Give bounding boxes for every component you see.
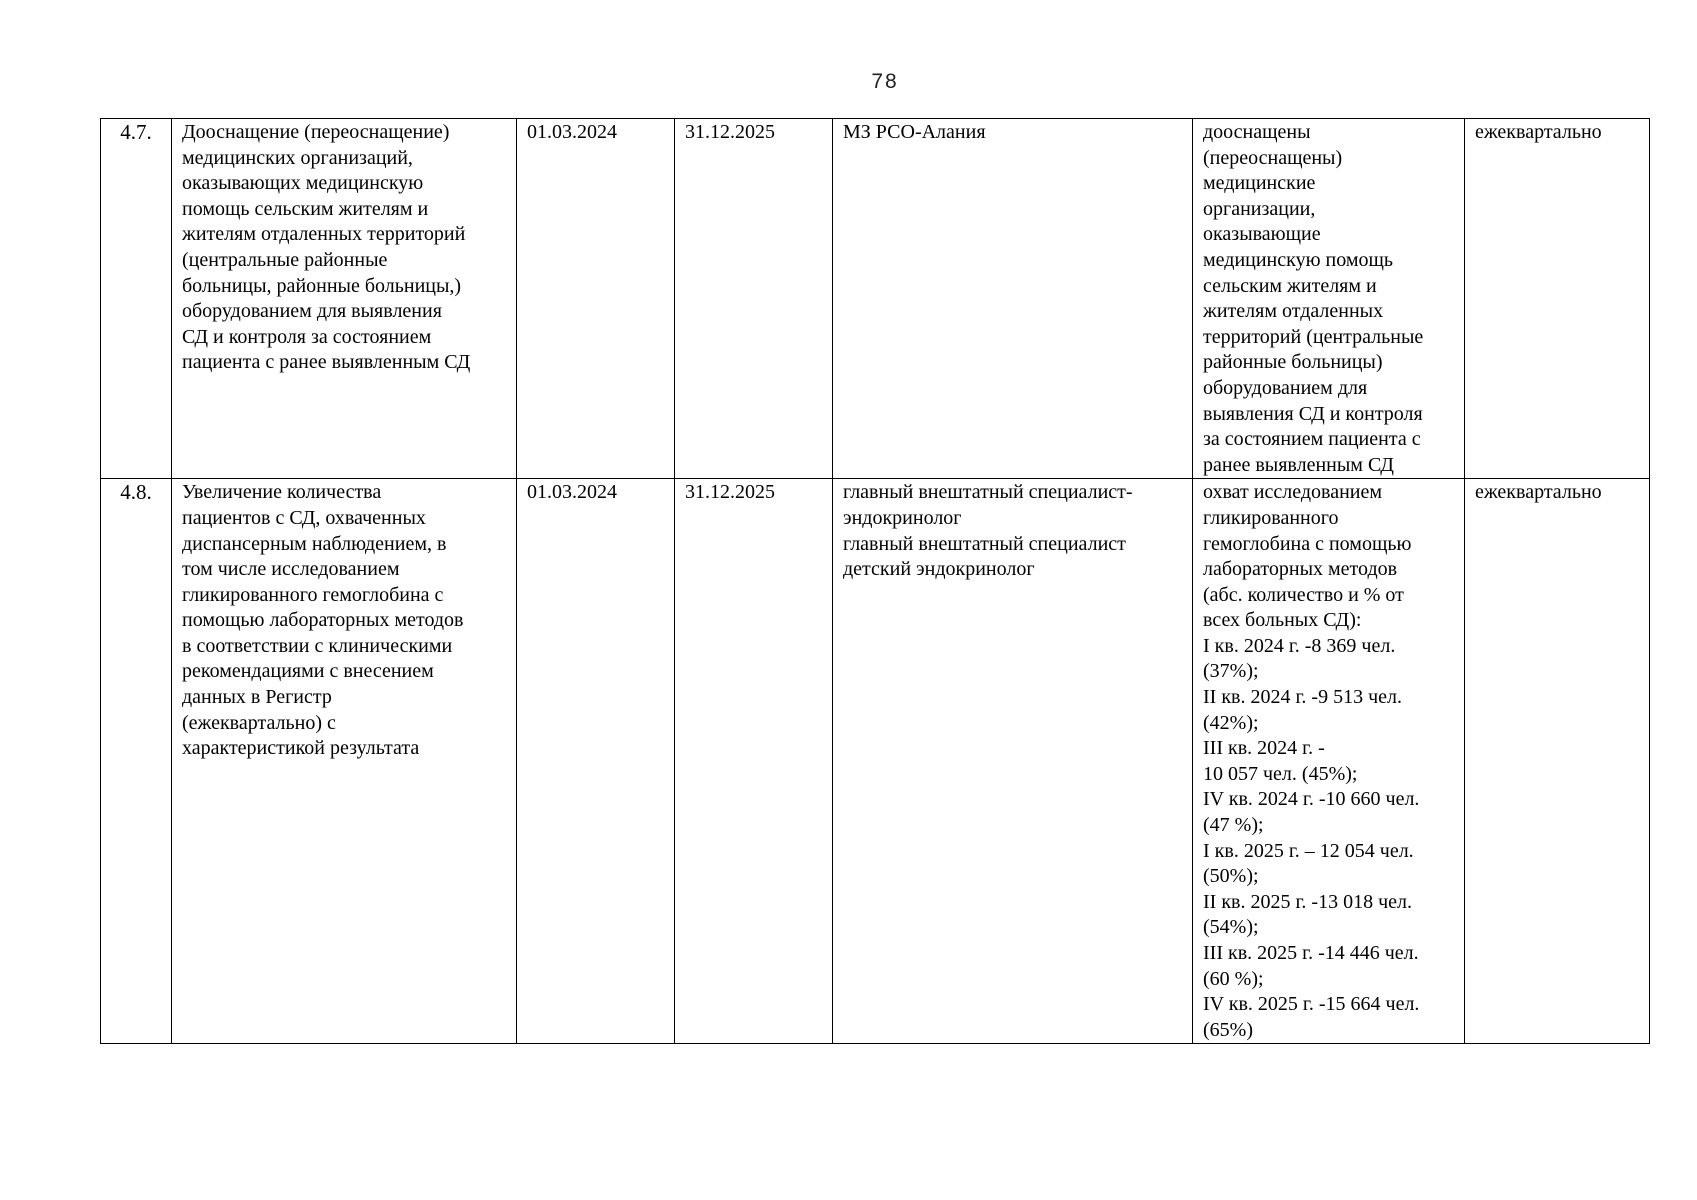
activity-line: помощью лабораторных методов xyxy=(182,609,464,632)
result-line: (65%) xyxy=(1203,1018,1253,1041)
responsible-cell xyxy=(833,479,1193,1044)
result-line: (37%); xyxy=(1203,660,1259,683)
result-line: I кв. 2024 г. -8 369 чел. xyxy=(1203,634,1396,657)
responsible-line: главный внештатный специалист- xyxy=(843,481,1133,504)
start-date: 01.03.2024 xyxy=(517,119,675,479)
activity-line: в соответствии с клиническими xyxy=(182,634,453,657)
activity-cell xyxy=(172,119,517,479)
result-line: жителям отдаленных xyxy=(1203,300,1384,323)
row-number: 4.7. xyxy=(101,119,172,479)
activity-line: жителям отдаленных территорий xyxy=(182,223,466,246)
activity-cell xyxy=(172,479,517,1044)
result-line: районные больницы) xyxy=(1203,351,1383,374)
activity-table xyxy=(100,118,1650,1044)
responsible-line: главный внештатный специалист xyxy=(843,532,1126,555)
result-line: охват исследованием xyxy=(1203,481,1383,504)
result-cell xyxy=(1193,479,1465,1044)
activity-line: характеристикой результата xyxy=(182,737,420,760)
result-line: II кв. 2025 г. -13 018 чел. xyxy=(1203,890,1413,913)
end-date: 31.12.2025 xyxy=(675,119,833,479)
start-date: 01.03.2024 xyxy=(517,479,675,1044)
activity-line: пациента с ранее выявленным СД xyxy=(182,351,471,374)
activity-line: СД и контроля за состоянием xyxy=(182,325,432,348)
result-cell xyxy=(1193,119,1465,479)
activity-line: оказывающих медицинскую xyxy=(182,172,424,195)
responsible-line: эндокринолог xyxy=(843,506,962,529)
result-line: (54%); xyxy=(1203,916,1259,939)
activity-line: (ежеквартально) с xyxy=(182,711,336,734)
result-line: организации, xyxy=(1203,197,1316,220)
end-date: 31.12.2025 xyxy=(675,479,833,1044)
result-line: IV кв. 2025 г. -15 664 чел. xyxy=(1203,993,1420,1016)
activity-line: данных в Регистр xyxy=(182,686,332,709)
responsible-line: МЗ РСО-Алания xyxy=(843,121,986,143)
result-line: I кв. 2025 г. – 12 054 чел. xyxy=(1203,839,1414,862)
result-line: III кв. 2024 г. - xyxy=(1203,737,1325,760)
result-line: ранее выявленным СД xyxy=(1203,453,1394,476)
result-line: гемоглобина с помощью xyxy=(1203,532,1412,555)
result-line: выявления СД и контроля xyxy=(1203,402,1423,425)
result-line: территорий (центральные xyxy=(1203,325,1424,348)
result-line: дооснащены xyxy=(1203,121,1311,143)
result-line: (50%); xyxy=(1203,865,1259,888)
frequency-cell: ежеквартально xyxy=(1465,479,1650,1044)
result-line: 10 057 чел. (45%); xyxy=(1203,762,1358,785)
result-line: (абс. количество и % от xyxy=(1203,583,1404,606)
activity-line: больницы, районные больницы,) xyxy=(182,274,462,297)
activity-line: Увеличение количества xyxy=(182,481,382,504)
result-line: за состоянием пациента с xyxy=(1203,428,1421,451)
table-row xyxy=(101,119,1650,479)
activity-line: рекомендациями с внесением xyxy=(182,660,434,683)
result-line: гликированного xyxy=(1203,506,1339,529)
result-line: медицинскую помощь xyxy=(1203,248,1394,271)
result-line: (60 %); xyxy=(1203,967,1264,990)
result-line: сельским жителям и xyxy=(1203,274,1377,297)
result-line: IV кв. 2024 г. -10 660 чел. xyxy=(1203,788,1420,811)
page-number: 78 xyxy=(871,70,899,93)
activity-line: гликированного гемоглобина с xyxy=(182,583,444,606)
result-line: III кв. 2025 г. -14 446 чел. xyxy=(1203,942,1419,964)
activity-line: помощь сельским жителям и xyxy=(182,197,429,220)
result-line: (42%); xyxy=(1203,711,1259,734)
responsible-line: детский эндокринолог xyxy=(843,558,1035,581)
frequency-cell: ежеквартально xyxy=(1465,119,1650,479)
result-line: медицинские xyxy=(1203,172,1316,195)
result-line: оказывающие xyxy=(1203,223,1321,246)
activity-line: оборудованием для выявления xyxy=(182,300,442,323)
activity-line: пациентов с СД, охваченных xyxy=(182,506,426,529)
result-line: лабораторных методов xyxy=(1203,558,1398,581)
result-line: (47 %); xyxy=(1203,814,1264,837)
result-line: оборудованием для xyxy=(1203,376,1368,399)
row-number: 4.8. xyxy=(101,479,172,1044)
result-line: II кв. 2024 г. -9 513 чел. xyxy=(1203,686,1403,709)
activity-line: медицинских организаций, xyxy=(182,146,413,169)
activity-line: том числе исследованием xyxy=(182,558,400,581)
table-row xyxy=(101,479,1650,1044)
activity-line: Дооснащение (переоснащение) xyxy=(182,121,450,143)
activity-line: (центральные районные xyxy=(182,248,388,271)
result-line: (переоснащены) xyxy=(1203,146,1343,169)
responsible-cell xyxy=(833,119,1193,479)
activity-line: диспансерным наблюдением, в xyxy=(182,532,447,555)
result-line: всех больных СД): xyxy=(1203,609,1362,632)
